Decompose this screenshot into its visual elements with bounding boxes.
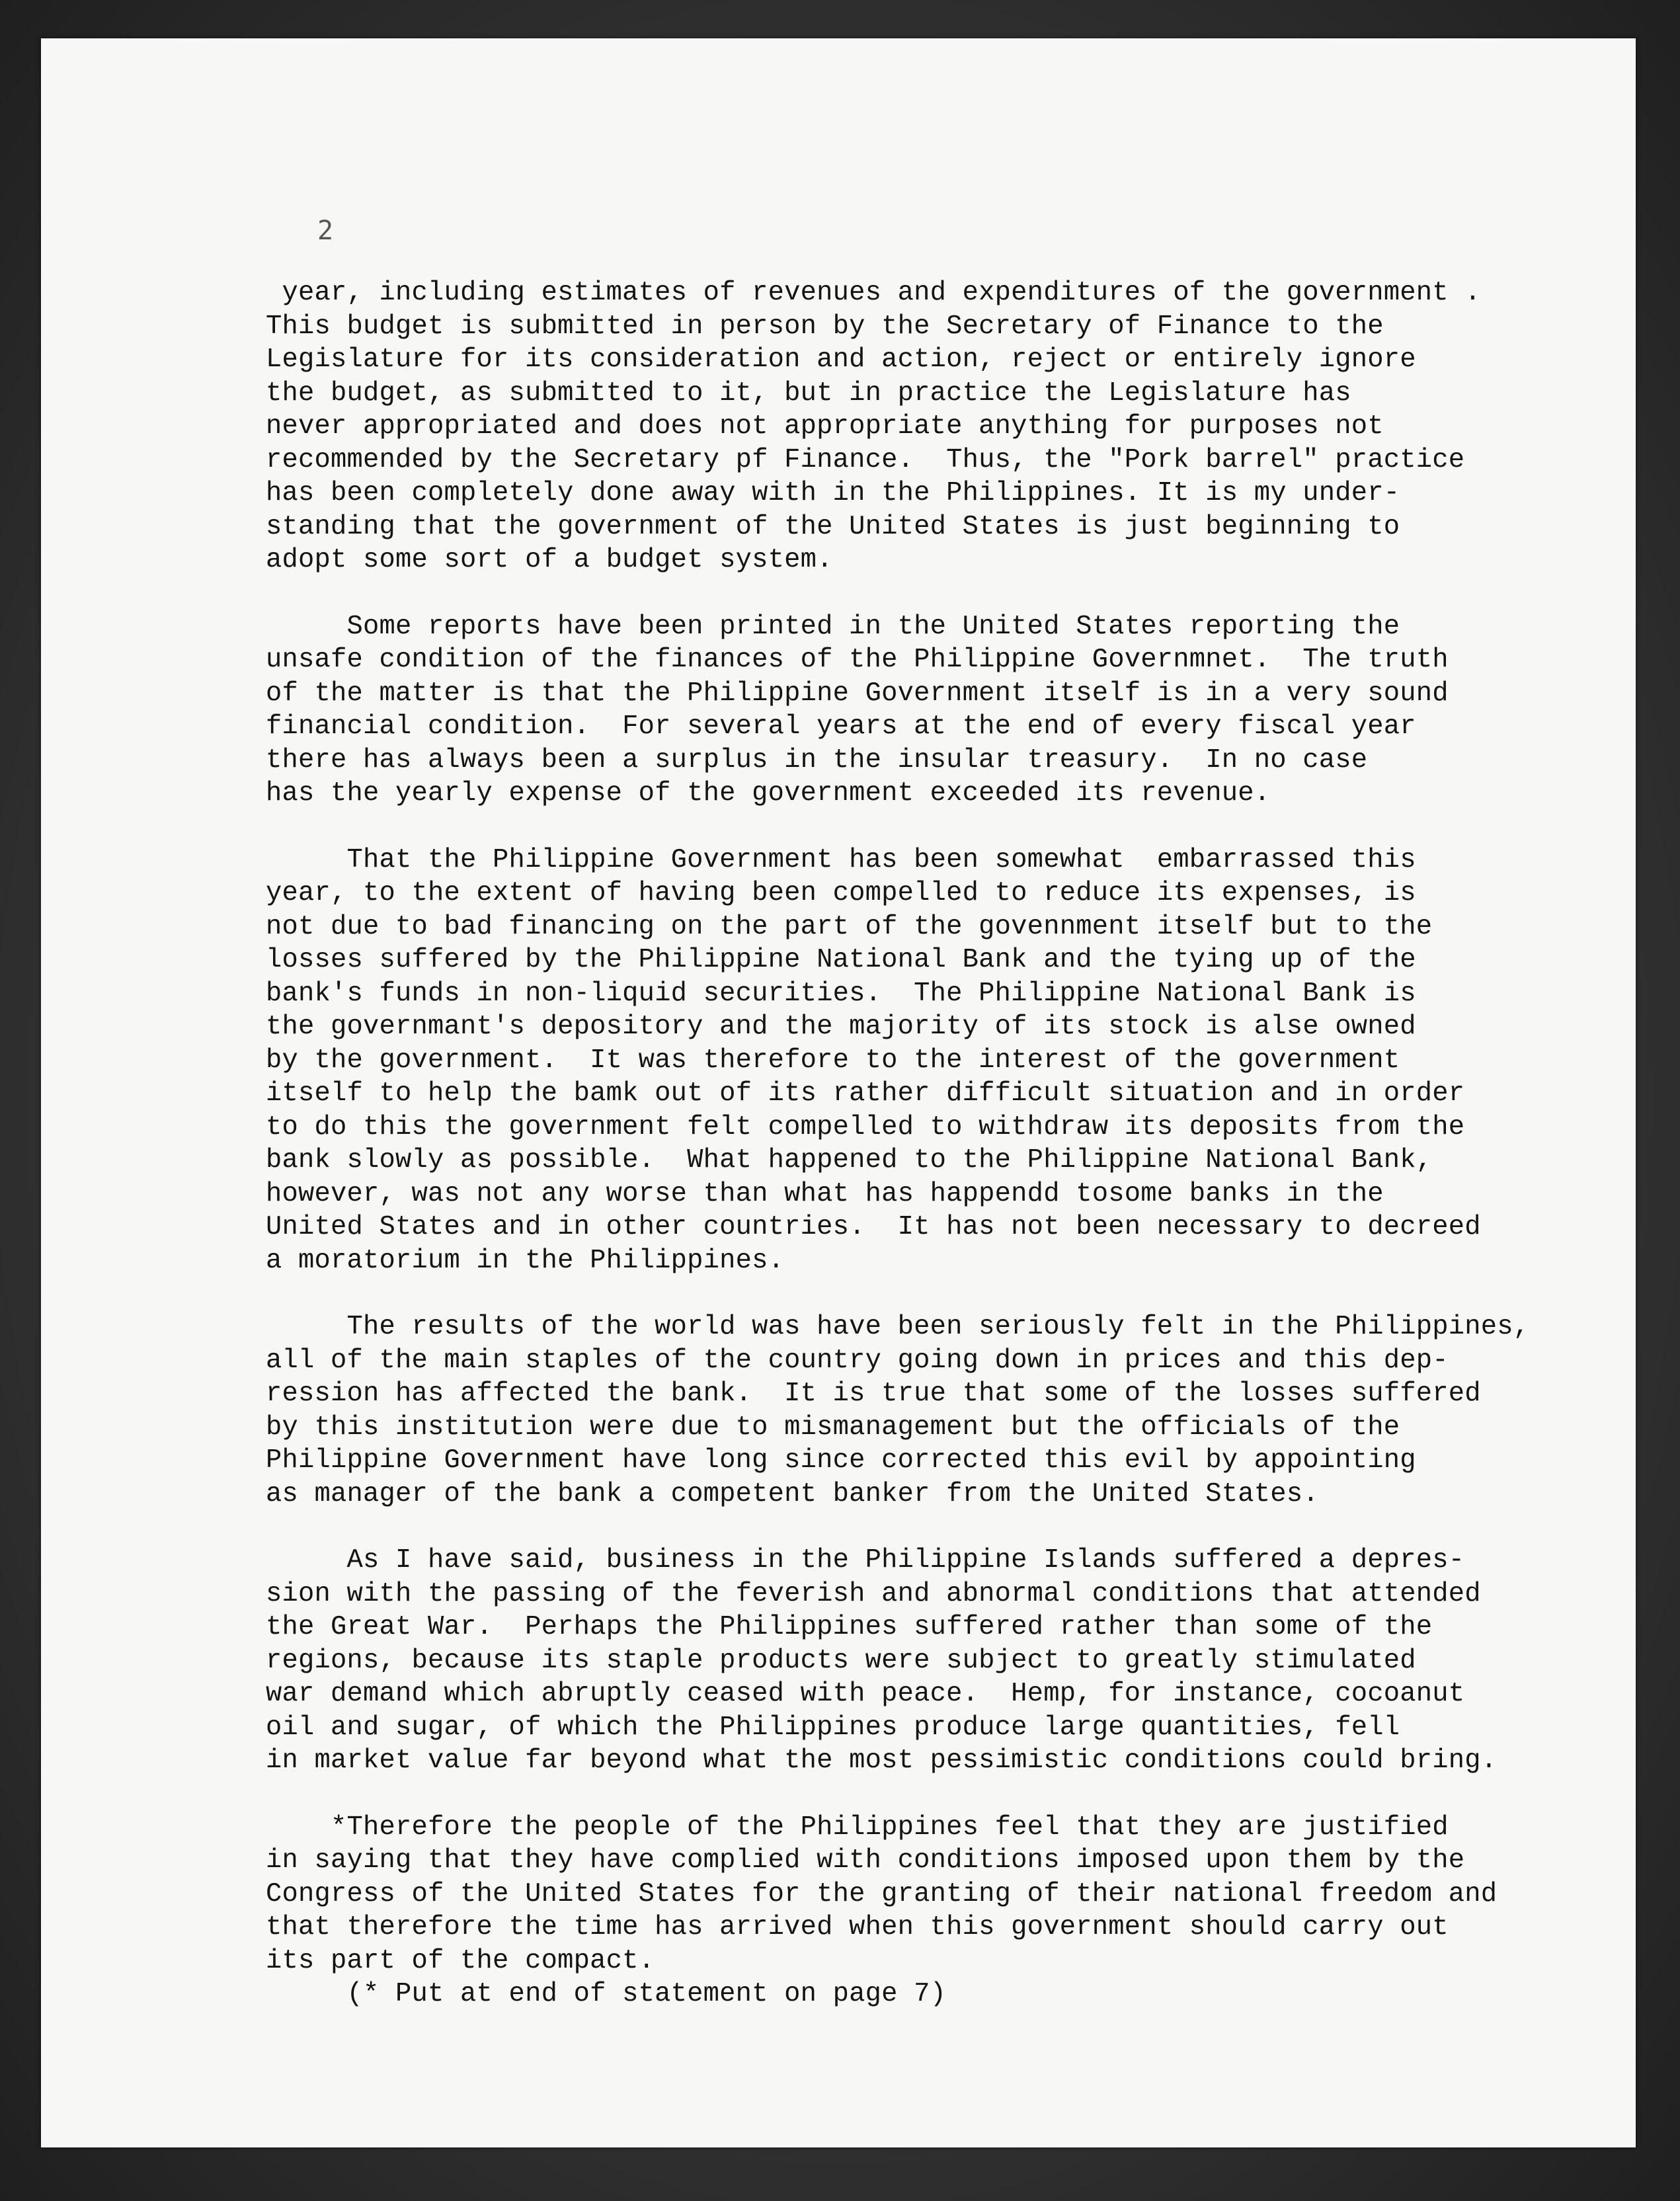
text-line: unsafe condition of the finances of the Philippine Governmnet. The truth [266,645,1449,675]
text-line: as manager of the bank a competent banker from the United States. [266,1478,1319,1509]
text-line: Legislature for its consideration and action, reject or entirely ignore [266,344,1416,375]
text-line: financial condition. For several years at the end of every fiscal year [266,711,1416,742]
paragraph-budget [266,276,1575,577]
text-line: *Therefore the people of the Philippines feel that they are justified [266,1812,1449,1843]
text-line: by the government. It was therefore to the interest of the government [266,1045,1400,1076]
text-line: As I have said, business in the Philippine Islands suffered a depres- [266,1545,1465,1576]
text-line: Some reports have been printed in the United States reporting the [266,611,1400,642]
page-number: 2 [317,216,334,246]
text-line: in saying that they have complied with conditions imposed upon them by the [266,1845,1465,1876]
text-line: Congress of the United States for the granting of their national freedom and [266,1878,1498,1909]
text-line: bank slowly as possible. What happened to the Philippine National Bank, [266,1145,1433,1176]
text-line: the Great War. Perhaps the Philippines suffered rather than some of the [266,1612,1433,1642]
text-line: That the Philippine Government has been somewhat embarrassed this [266,844,1416,875]
text-line: regions, because its staple products were subject to greatly stimulated [266,1645,1416,1676]
text-line: not due to bad financing on the part of the govennment itself but to the [266,911,1433,942]
text-line: war demand which abruptly ceased with peace. Hemp, for instance, cocoanut [266,1679,1465,1709]
paragraph-finances [266,610,1575,811]
text-line: the budget, as submitted to it, but in practice the Legislature has [266,378,1351,409]
text-line: losses suffered by the Philippine National Bank and the tying up of the [266,945,1416,975]
text-line: to do this the government felt compelled to withdraw its deposits from the [266,1111,1465,1142]
text-line: has been completely done away with in the Philippines. It is my under- [266,478,1400,508]
text-line: adopt some sort of a budget system. [266,545,833,575]
text-line: bank's funds in non-liquid securities. The Philippine National Bank is [266,978,1416,1009]
text-line: ression has affected the bank. It is true that some of the losses suffered [266,1379,1481,1409]
paragraph-world-war [266,1310,1575,1511]
text-line: there has always been a surplus in the insular treasury. In no case [266,744,1368,776]
text-line: however, was not any worse than what has happendd tosome banks in the [266,1178,1384,1209]
text-line: has the yearly expense of the government exceeded its revenue. [266,778,1271,809]
text-line: standing that the government of the United States is just beginning to [266,511,1400,542]
text-line: a moratorium in the Philippines. [266,1245,785,1276]
text-line: never appropriated and does not appropriate anything for purposes not [266,411,1384,442]
text-line: year, including estimates of revenues and expenditures of the government . [266,278,1481,308]
text-line: in market value far beyond what the most pessimistic conditions could bring. [266,1745,1498,1776]
paragraph-national-bank [266,844,1575,1278]
text-line: This budget is submitted in person by the Secretary of Finance to the [266,311,1384,342]
text-line: year, to the extent of having been compelled to reduce its expenses, is [266,878,1416,908]
footnote-line: (* Put at end of statement on page 7) [266,1979,947,2009]
text-line: the governmant's depository and the majority of its stock is alse owned [266,1012,1416,1042]
text-line: all of the main staples of the country going down in prices and this dep- [266,1345,1449,1376]
text-line: recommended by the Secretary pf Finance. Thus, the "Pork barrel" practice [266,444,1465,475]
text-line: The results of the world was have been seriously felt in the Philippines, [266,1312,1530,1342]
text-line: its part of the compact. [266,1945,655,1976]
text-line: that therefore the time has arrived when this government should carry out [266,1912,1449,1942]
document-body [266,276,1575,2011]
text-line: United States and in other countries. It has not been necessary to decreed [266,1212,1481,1242]
text-line: by this institution were due to mismanagement but the officials of the [266,1412,1400,1443]
text-line: Philippine Government have long since corrected this evil by appointing [266,1445,1416,1476]
paragraph-depression [266,1544,1575,1778]
text-line: of the matter is that the Philippine Government itself is in a very sound [266,678,1449,709]
text-line: oil and sugar, of which the Philippines produce large quantities, fell [266,1712,1400,1743]
text-line: itself to help the bamk out of its rather difficult situation and in order [266,1078,1465,1109]
paragraph-conclusion [266,1811,1575,2011]
text-line: sion with the passing of the feverish and abnormal conditions that attended [266,1578,1481,1609]
